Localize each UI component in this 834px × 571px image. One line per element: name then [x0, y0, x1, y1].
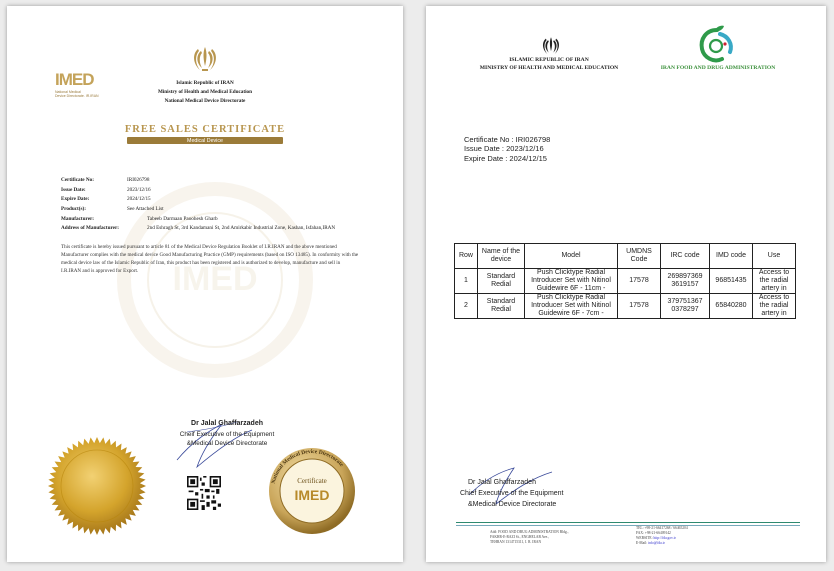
cell-device-name: Standard Redial — [478, 294, 525, 319]
issue-date: Issue Date : 2023/12/16 — [464, 144, 544, 154]
iran-emblem-icon — [190, 44, 220, 74]
header-imd: IMD code — [710, 244, 753, 269]
imed-logo-line2: Device Directorate. IR.IRAN — [55, 94, 99, 98]
header-use: Use — [753, 244, 796, 269]
cell-use-text: Access to the radial artery in — [758, 294, 790, 317]
ministry-header — [456, 57, 642, 72]
imed-logo-word: IMED — [55, 70, 94, 89]
header-line-1: Islamic Republic of IRAN — [176, 80, 234, 86]
table-row — [455, 269, 796, 294]
products-label: Product(s): — [61, 205, 86, 212]
certificate-no-label: Certificate No: — [61, 177, 94, 183]
iran-emblem-icon — [540, 35, 562, 57]
footer-divider — [456, 522, 800, 523]
cell-umdns: 17578 — [618, 269, 661, 294]
cell-model — [525, 269, 618, 294]
address-value: 2nd Eshragh St, 3rd Kandamani St, 2nd Amirkabir Industrial Zone, Kashan, Isfahan,IRAN — [147, 225, 336, 231]
signatory-name: Dr Jalal Ghaffarzadeh — [191, 420, 263, 427]
header-line-2: Ministry of Health and Medical Education — [157, 89, 253, 95]
header-umdns: UMDNS Code — [618, 244, 661, 269]
manufacturer-value: Tabeeb Darmaan Paoohesh Gharb — [147, 216, 218, 222]
signatory-title-line2: &Medical Device Directorate — [468, 501, 557, 508]
seal-ring-text: National Medical Device Directorate — [270, 448, 345, 485]
address-label: Address of Manufacturer: — [61, 225, 120, 231]
contact-tel: TEL: +98-21-66417268 / 66465204 — [636, 526, 688, 530]
cell-umdns: 17578 — [618, 294, 661, 319]
website-label: WEBSITE: — [636, 536, 653, 540]
imed-logo-line1: National Medical — [55, 90, 81, 94]
header-line-1: ISLAMIC REPUBLIC OF IRAN — [509, 57, 589, 63]
certificate-info — [464, 135, 550, 163]
cell-device-name: Standard Redial — [478, 269, 525, 294]
table-row — [455, 294, 796, 319]
address-line-3: TEHRAN 1314715311, I. R. IRAN — [490, 540, 542, 544]
seal-top-text: Certificate — [297, 477, 327, 485]
certificate-page — [7, 6, 403, 562]
address-line-2: FAKHR-E-RAZI St., ENGHELAB Ave., — [490, 535, 550, 539]
imed-logo — [55, 70, 117, 108]
header-line-2: MINISTRY OF HEALTH AND MEDICAL EDUCATION — [479, 64, 619, 71]
signatory-block — [460, 477, 564, 510]
issue-date-label: Issue Date: — [61, 186, 86, 193]
manufacturer-label: Manufacturer: — [61, 216, 95, 222]
cell-model — [525, 294, 618, 319]
cell-model-text: Push Clicktype Radial Introducer Set with Nitinol Guidewire 6F - 11cm - — [531, 269, 611, 292]
signatory-title-line1: Cheif Executive of the Equipment — [179, 431, 275, 438]
email-label: E-Mail: — [636, 541, 648, 545]
table-header-row — [455, 244, 796, 269]
seal-logo-text: IMED — [294, 487, 330, 503]
footer-contact — [636, 526, 756, 546]
cell-row: 2 — [455, 294, 478, 319]
header-device-name: Name of the device — [478, 244, 525, 269]
products-value: See Attached List — [127, 205, 164, 212]
products-table — [454, 243, 796, 319]
contact-email — [636, 541, 756, 546]
cell-imd: 96851435 — [710, 269, 753, 294]
certificate-title: FREE SALES CERTIFICATE — [124, 124, 286, 135]
cell-row: 1 — [455, 269, 478, 294]
contact-fax: FAX: +98-21-66409142 — [636, 531, 671, 535]
signatory-title-line2: &Medical Device Directorate — [186, 440, 268, 447]
footer-address — [490, 530, 610, 545]
website-link[interactable]: http://fda.gov.ir — [653, 536, 676, 540]
header-line-3: National Medical Device Directorate — [164, 98, 246, 104]
signatory-name: Dr Jalal Ghaffarzadeh — [468, 479, 536, 486]
certificate-no: Certificate No : IRI026798 — [464, 135, 551, 144]
expire-date-label: Expire Date: — [61, 196, 90, 202]
gold-seal-icon — [47, 436, 147, 536]
cell-irc: 379751367 0378297 — [661, 294, 710, 319]
certificate-body: This certificate is hereby issued pursuant to article 81 of the Medical Device Regulation Booklet of I.R.IRAN and the above mentioned Manufacturer complies with the medical device Good Manufacturing Practice (GMP) requirements (based on ISO 13485). In conformity with the medical device law of the Islamic Republic of Iran, this product has been registered and is authorized to develop, manufacture and sell in I.R.IRAN and is approved for Export. — [61, 244, 359, 274]
products-page — [426, 6, 826, 562]
ministry-header — [137, 79, 273, 106]
issue-date-value: 2023/12/16 — [127, 186, 151, 193]
agency-name: IRAN FOOD AND DRUG ADMINISTRATION — [660, 65, 776, 71]
expire-date-value: 2024/12/15 — [127, 196, 151, 202]
certificate-subtitle: Medical Device — [187, 137, 223, 144]
cell-use — [753, 294, 796, 319]
signatory-title-line1: Chief Executive of the Equipment — [460, 490, 564, 497]
cell-imd: 65840280 — [710, 294, 753, 319]
imed-embossed-seal — [267, 446, 357, 536]
cell-model-text: Push Clicktype Radial Introducer Set with Nitinol Guidewire 6F - 7cm - — [531, 294, 611, 317]
certificate-no-value: IRI026798 — [127, 177, 150, 183]
header-irc: IRC code — [661, 244, 710, 269]
qr-code-icon — [187, 476, 221, 510]
address-line-1: Add: FOOD AND DRUG ADMINISTRATION Bldg., — [490, 530, 569, 534]
header-model: Model — [525, 244, 618, 269]
cell-use-text: Access to the radial artery in — [758, 269, 790, 292]
email-link[interactable]: info@fda.ir — [648, 541, 665, 545]
watermark-logo: IMED — [172, 260, 258, 298]
expire-date: Expire Date : 2024/12/15 — [464, 153, 547, 163]
cell-use — [753, 269, 796, 294]
ifda-logo-icon — [694, 22, 740, 68]
cell-irc: 269897369 3619157 — [661, 269, 710, 294]
header-row: Row — [455, 244, 478, 269]
